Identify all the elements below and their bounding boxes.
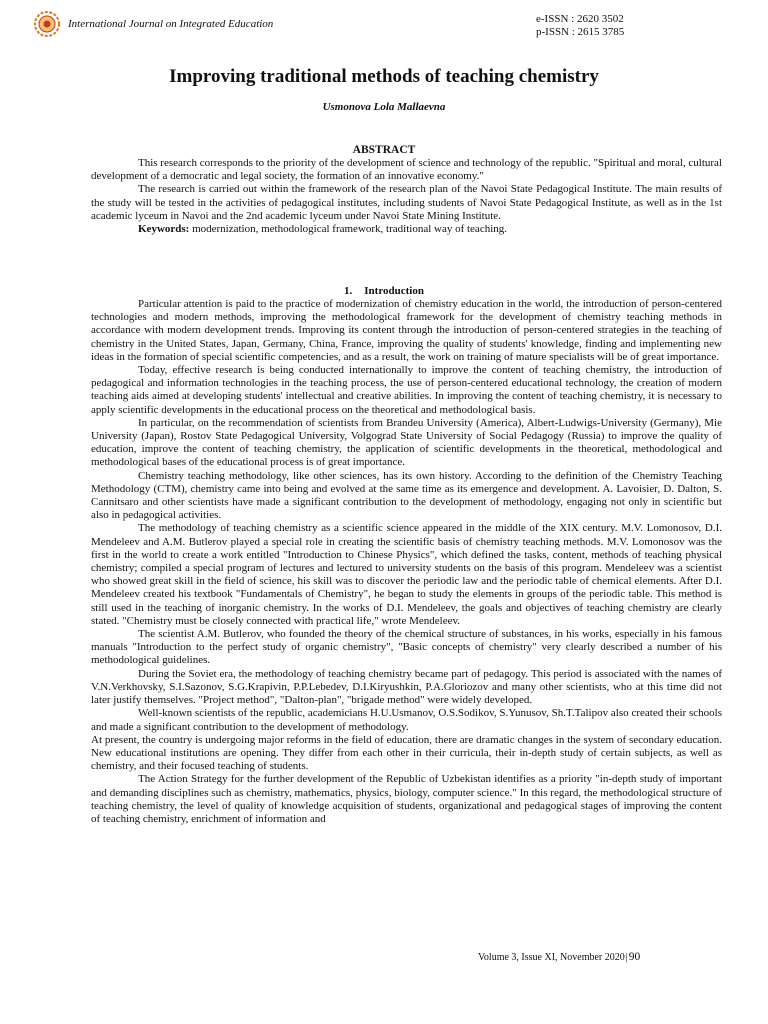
introduction-body <box>91 298 722 826</box>
footer-separator: | <box>625 952 628 963</box>
author-name: Usmonova Lola Mallaevna <box>322 101 446 113</box>
body-paragraph: In particular, on the recommendation of scientists from Brandeu University (America), Albert-Ludwigs-University (Germany), Mie University (Japan), Rostov State Pedagogical University, Volgograd State University of Social Pedagogy (Russia) to improve the quality of education, improve the content of teaching chemistry, the application of scientific developments in the theoretical, methodological and methodological bases of the educational process is of great importance. <box>91 416 722 469</box>
journal-logo-icon <box>34 11 60 37</box>
keywords-label: Keywords: <box>138 223 190 236</box>
section-number: 1. <box>344 285 353 297</box>
paper-title: Improving traditional methods of teaching chemistry <box>169 66 599 87</box>
body-paragraph: During the Soviet era, the methodology of teaching chemistry became part of pedagogy. This period is associated with the names of V.N.Verkhovsky, S.I.Sazonov, S.G.Krapivin, P.P.Lebedev, D.I.Kiryushkin, P.A.Gloriozov and many other scientists, who at this time did not later justify themselves. "Project method", "Dalton-plan", "brigade method" were widely developed. <box>91 667 722 707</box>
page-footer <box>478 951 640 963</box>
keywords-text: modernization, methodological framework, traditional way of teaching. <box>189 223 508 236</box>
body-paragraph: The Action Strategy for the further development of the Republic of Uzbekistan identifies as a priority "in-depth study of important and demanding disciplines such as chemistry, mathematics, physics, biology, computer science." In this regard, the methodological structure of teaching chemistry, the level of quality of knowledge acquisition of students, organizational and pedagogical stages of improving the content of teaching chemistry, enrichment of information and <box>91 773 722 825</box>
issn-block <box>536 13 624 39</box>
journal-name: International Journal on Integrated Education <box>68 18 274 30</box>
abstract-paragraph: The research is carried out within the framework of the research plan of the Navoi State Pedagogical Institute. The main results of the study will be tested in the activities of pedagogical institutes, including students of Navoi State Pedagogical Institute, as well as in the 1st academic lyceum in Navoi and the 2nd academic lyceum under Navoi State Mining Institute. <box>91 183 722 222</box>
abstract-body <box>91 157 722 236</box>
abstract-heading: ABSTRACT <box>352 144 416 156</box>
p-issn: p-ISSN : 2615 3785 <box>536 26 625 38</box>
section-title: Introduction <box>364 285 424 297</box>
keywords-line <box>91 223 722 236</box>
body-paragraph: Well-known scientists of the republic, academicians H.U.Usmanov, O.S.Sodikov, S.Yunusov, Sh.T.Talipov also created their schools and made a significant contribution to the development of methodology. <box>91 707 722 733</box>
e-issn: e-ISSN : 2620 3502 <box>536 13 624 25</box>
body-paragraph: At present, the country is undergoing major reforms in the field of education, there are dramatic changes in the system of secondary education. New educational institutions are opening. They differ from each other in their curricula, their in-depth study of certain subjects, as well as chemistry, and their focused teaching of students. <box>91 733 722 773</box>
page-number: 90 <box>628 951 641 963</box>
section-heading <box>0 285 768 297</box>
body-paragraph: The scientist A.M. Butlerov, who founded the theory of the chemical structure of substances, in his works, especially in his famous manuals "Introduction to the perfect study of organic chemistry", "Basic concepts of chemistry" very clearly described a number of his methodological guidelines. <box>91 628 722 667</box>
page-header <box>0 0 768 60</box>
volume-info: Volume 3, Issue XI, November 2020 <box>478 952 625 963</box>
body-paragraph: The methodology of teaching chemistry as a scientific science appeared in the middle of the XIX century. M.V. Lomonosov, D.I. Mendeleev and A.M. Butlerov played a special role in creating the scientific basis of chemistry teaching methods. M.V. Lomonosov was the first in the world to create a work entitled "Introduction to Chinese Physics", which defined the tasks, content, methods of teaching physical chemistry; compiled a special program of lectures and lectured to university students on the basis of this program. Mendeleev was a scientist who showed great skill in the field of science, his skill was to discover the periodic law and the periodic table of chemical elements. After D.I. Mendeleev created his textbook "Fundamentals of Chemistry", he began to study the elements in groups of the periodic table. This method is still used in the teaching of inorganic chemistry. In the works of D.I. Mendeleev, the goals and objectives of teaching chemistry are clearly stated. "Chemistry must be closely connected with practical life," wrote Mendeleev. <box>91 522 722 627</box>
body-paragraph: Particular attention is paid to the practice of modernization of chemistry education in the world, the introduction of person-centered technologies and modern methods, improving the methodological framework for the development of chemistry teaching methods in accordance with modern development trends. Improving its content through the introduction of person-centered strategies in the teaching of chemistry in the United States, Japan, Germany, China, France, improving the quality of students' knowledge, finding and implementing new ideas in the formation of special scientific competencies, and as a result, the work on training of mature specialists will be of great importance. <box>91 298 722 363</box>
abstract-paragraph: This research corresponds to the priority of the development of science and technology of the republic. "Spiritual and moral, cultural development of a democratic and legal society, the formation of an innovative economy." <box>91 157 722 183</box>
body-paragraph: Chemistry teaching methodology, like other sciences, has its own history. According to the definition of the Chemistry Teaching Methodology (CTM), chemistry came into being and evolved at the same time as its emergence and development. A. Lavoisier, D. Dalton, S. Cannitsaro and other scientists have made a significant contribution to the development of methodology, engaging not only in scientific but also in pedagogical activities. <box>91 469 722 522</box>
body-paragraph: Today, effective research is being conducted internationally to improve the content of teaching chemistry, the introduction of pedagogical and information technologies in the teaching process, the use of person-centered educational technology, the creation of modern teaching aids aimed at developing students' intellectual and creative abilities. In improving the content of teaching chemistry, it is necessary to apply scientific developments in the educational process on the theoretical and methodological basis. <box>91 364 722 416</box>
